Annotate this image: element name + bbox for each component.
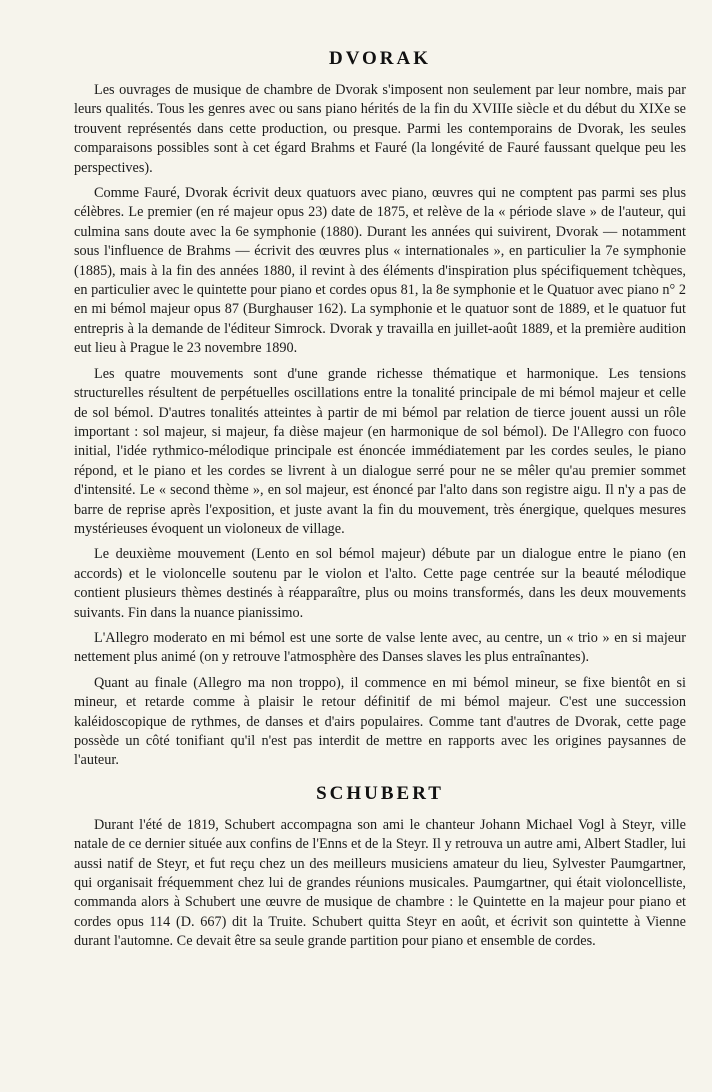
section-title-dvorak: DVORAK bbox=[328, 48, 432, 69]
paragraph: Comme Fauré, Dvorak écrivit deux quatuors avec piano, œuvres qui ne comptent pas parmi ses plus célèbres. Le premier (en ré majeur opus 23) date de 1875, et relève de la « période slave » de l'auteur, qui culmina sans doute avec la 6e symphonie (1880). Durant les années qui suivirent, Dvorak — notamment sous l'influence de Brahms — écrivit des œuvres plus « internationales », en particulier la 7e symphonie (1885), mais à la fin des années 1880, il revint à des éléments d'inspiration plus spécifiquement tchèques, en particulier avec le quintette pour piano et cordes opus 81, la 8e symphonie et le Quatuor avec piano n° 2 en mi bémol majeur opus 87 (Burghauser 162). La symphonie et le quatuor sont de 1889, et le quatuor fut entrepris à la demande de l'éditeur Simrock. Dvorak y travailla en juillet-août 1889, et la première audition eut lieu à Prague le 23 novembre 1890. bbox=[74, 185, 686, 357]
paragraph: Les quatre mouvements sont d'une grande richesse thématique et harmonique. Les tensions structurelles résultent de perpétuelles oscillations entre la tonalité principale de mi bémol majeur et celle de sol bémol. D'autres tonalités atteintes à partir de mi bémol par relation de tierce jouent aussi un rôle important : sol majeur, si majeur, fa dièse majeur (en harmonique de sol bémol). De l'Allegro con fuoco initial, l'idée rythmico-mélodique principale est énoncée immédiatement par les cordes seules, le piano répond, et le piano et les cordes se livrent à un dialogue serré pour ne se mêler qu'au premier sommet d'intensité. Le « second thème », en sol majeur, est énoncé par l'alto dans son registre aigu. Il n'y a pas de barre de reprise après l'exposition, et juste avant la fin du mouvement, très énergique, quelques mesures mystérieuses évoquent un violoneux de village. bbox=[74, 365, 686, 537]
paragraph: Durant l'été de 1819, Schubert accompagna son ami le chanteur Johann Michael Vogl à Steyr, ville natale de ce dernier située aux confins de l'Enns et de la Steyr. Il y retrouva un autre ami, Albert Stadler, lui aussi natif de Steyr, et fut reçu chez un des meilleurs musiciens amateur du lieu, Sylvester Paumgartner, qui organisait fréquemment chez lui de grandes réunions musicales. Paumgartner, qui était violoncelliste, commanda alors à Schubert une œuvre de musique de chambre : le Quintette en la majeur pour piano et cordes opus 114 (D. 667) dit la Truite. Schubert quitta Steyr en août, et écrivit son quintette à Vienne durant l'automne. Ce devait être sa seule grande partition pour piano et ensemble de cordes. bbox=[74, 816, 686, 950]
paragraph: Le deuxième mouvement (Lento en sol bémol majeur) débute par un dialogue entre le piano (en accords) et le violoncelle soutenu par le violon et l'alto. Cette page centrée sur la beauté mélodique contient plusieurs thèmes destinés à réapparaître, plus ou moins transformés, dans les deux mouvements suivants. Fin dans la nuance pianissimo. bbox=[74, 546, 686, 621]
document-page bbox=[74, 48, 686, 958]
paragraph: Quant au finale (Allegro ma non troppo), il commence en mi bémol mineur, se fixe bientôt en si mineur, et retarde comme à plaisir le retour définitif de mi bémol majeur. C'est une succession kaléidoscopique de rythmes, de danses et d'airs populaires. Comme tant d'autres de Dvorak, cette page possède un côté tonifiant qu'il n'est pas interdit de mettre en rapports avec les origines paysannes de l'auteur. bbox=[74, 674, 686, 769]
paragraph: Les ouvrages de musique de chambre de Dvorak s'imposent non seulement par leur nombre, mais par leurs qualités. Tous les genres avec ou sans piano hérités de la fin du XVIIIe siècle et du début du XIXe se trouvent représentés dans cette production, ou presque. Parmi les contemporains de Dvorak, les seules comparaisons possibles sont à cet égard Brahms et Fauré (la longévité de Fauré faussant quelque peu les perspectives). bbox=[74, 82, 686, 176]
paragraph: L'Allegro moderato en mi bémol est une sorte de valse lente avec, au centre, un « trio » en si majeur nettement plus animé (on y retrouve l'atmosphère des Danses slaves les plus entraînantes). bbox=[74, 629, 686, 666]
section-title-schubert: SCHUBERT bbox=[316, 782, 444, 804]
